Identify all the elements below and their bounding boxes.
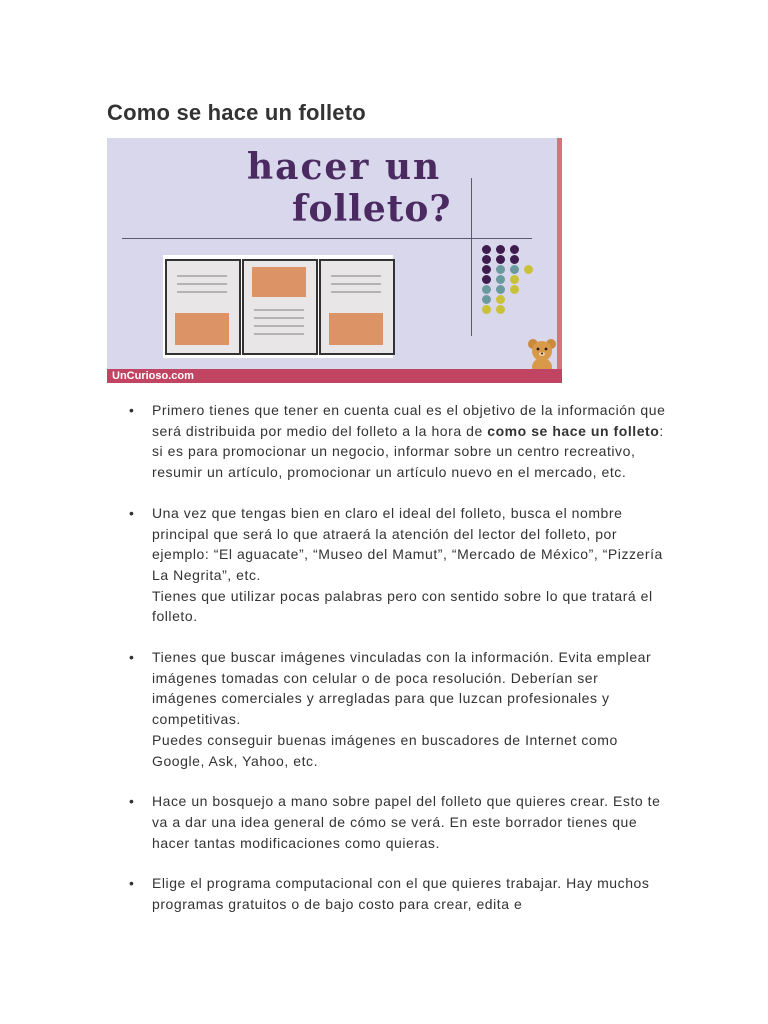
list-item xyxy=(107,503,667,627)
hero-watermark: UnCurioso.com xyxy=(112,370,194,382)
brochure-panel-left xyxy=(165,259,241,355)
hero-image xyxy=(107,138,562,383)
list-item xyxy=(107,400,667,483)
list-item xyxy=(107,873,667,914)
bullet-text-1b: : si es para promocionar un negocio, informar sobre un centro recreativo, resumir un artículo, promocionar un artículo nuevo en el mercado, etc. xyxy=(152,422,664,481)
decorative-dot xyxy=(496,265,505,274)
bullet-icon: • xyxy=(129,649,135,666)
decorative-dot xyxy=(510,255,519,264)
hero-side-bar xyxy=(557,138,562,383)
bullet-text-1-bold: como se hace un folleto xyxy=(487,422,660,439)
decorative-dot xyxy=(482,265,491,274)
bullet-icon: • xyxy=(129,875,135,892)
decorative-dot xyxy=(496,295,505,304)
hero-vertical-rule xyxy=(471,178,472,336)
bullet-text-5: Elige el programa computacional con el que quieres trabajar. Hay muchos programas gratuitos o de bajo costo para crear, edita e xyxy=(152,875,650,913)
decorative-dot xyxy=(496,275,505,284)
bullet-text-3a: Tienes que buscar imágenes vinculadas con la información. Evita emplear imágenes tomadas con celular o de poca resolución. Deberían ser imágenes comerciales y arregladas para que luzcan profesionales y competitivas. xyxy=(152,649,652,728)
decorative-dot xyxy=(510,275,519,284)
bullet-text-3b: Puedes conseguir buenas imágenes en buscadores de Internet como Google, Ask, Yahoo, etc. xyxy=(152,731,618,769)
brochure-panel-center xyxy=(242,259,318,355)
decorative-dot xyxy=(510,245,519,254)
decorative-dot xyxy=(482,285,491,294)
bullet-icon: • xyxy=(129,793,135,810)
hero-footer-bar xyxy=(107,369,562,383)
hero-heading-line2: folleto? xyxy=(292,188,452,230)
list-item xyxy=(107,647,667,771)
bullet-icon: • xyxy=(129,402,135,418)
hero-heading-line1: hacer un xyxy=(247,146,442,188)
decorative-dot xyxy=(524,265,533,274)
bullet-text-2b: Tienes que utilizar pocas palabras pero con sentido sobre lo que tratará el folleto. xyxy=(152,587,653,625)
brochure-panel-right xyxy=(319,259,395,355)
decorative-dot xyxy=(482,255,491,264)
decorative-dot xyxy=(510,265,519,274)
list-item xyxy=(107,791,667,853)
decorative-dot xyxy=(510,285,519,294)
decorative-dot xyxy=(496,255,505,264)
decorative-dot xyxy=(496,285,505,294)
decorative-dot xyxy=(496,245,505,254)
bullet-text-4: Hace un bosquejo a mano sobre papel del folleto que quieres crear. Esto te va a dar una idea general de cómo se verá. En este borrador tienes que hacer tantas modificaciones como quieras. xyxy=(152,793,661,851)
bullet-text-2a: Una vez que tengas bien en claro el ideal del folleto, busca el nombre principal que será lo que atraerá la atención del lector del folleto, por ejemplo: “El aguacate”, “Museo del Mamut”, “Mercado de México”, “Pizzería La Negrita”, etc. xyxy=(152,504,663,583)
bullet-icon: • xyxy=(129,504,135,521)
decorative-dot xyxy=(482,245,491,254)
bullet-text-1a: Primero tienes que tener en cuenta cual es el objetivo de la información que será distribuida por medio del folleto a la hora de xyxy=(152,402,666,439)
decorative-dot xyxy=(482,295,491,304)
decorative-dot xyxy=(482,305,491,314)
decorative-dot xyxy=(482,275,491,284)
steps-list xyxy=(107,400,667,935)
brochure-illustration xyxy=(163,255,393,358)
decorative-dot xyxy=(496,305,505,314)
page-title: Como se hace un folleto xyxy=(107,100,366,125)
